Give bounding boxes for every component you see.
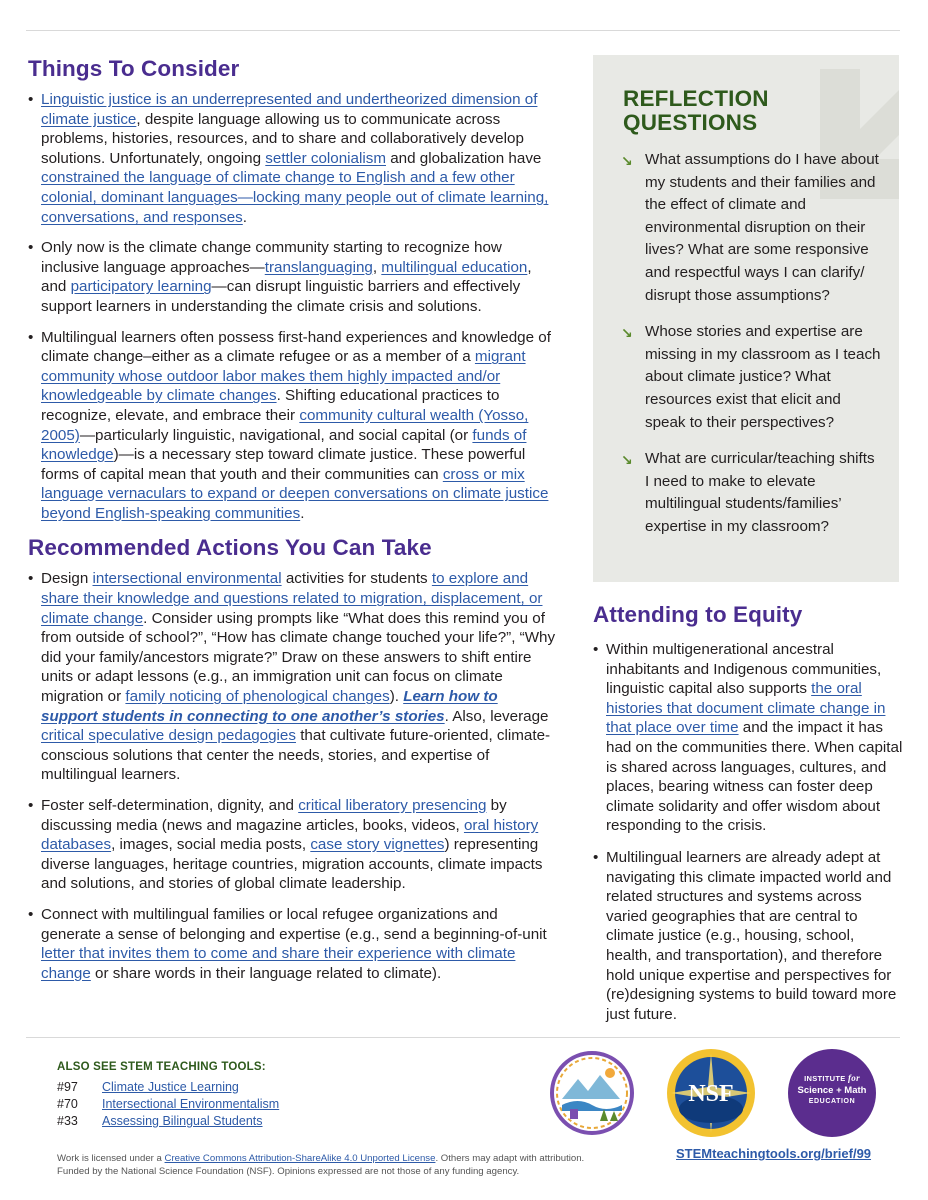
things-list — [28, 90, 558, 523]
link[interactable]: critical liberatory presencing — [298, 797, 487, 814]
list-item: • Design intersectional environmental activities for students to explore and share their knowledge and questions related to migration, displacement, or climate change. Consider using prompts like “What does this remind you of from outside of school?”, “How has climate change touched your life?”, “Why did your family/ancestors migrate?” Draw on these answers to shift entire units or adapt lessons (e.g., an immigration unit can focus on climate migration or family noticing of phenological changes). Learn how to support students in connecting to one another’s stories. Also, leverage critical speculative design pedagogies that cultivate future-oriented, climate-conscious solutions that center the needs, stories, and expertise of multilingual learners. — [28, 569, 558, 785]
link[interactable]: letter that invites them to come and share their experience with climate change — [41, 945, 516, 982]
link[interactable]: Climate Justice Learning — [102, 1080, 239, 1094]
link[interactable]: constrained the language of climate change to English and a few other colonial, dominant languages—locking many people out of climate learning, conversations, and responses — [41, 169, 549, 226]
equity-list — [593, 640, 903, 1024]
nsf-logo-icon — [665, 1047, 757, 1139]
link[interactable]: case story vignettes — [310, 836, 445, 854]
list-item: • Linguistic justice is an underrepresented and undertheorized dimension of climate justice, despite language allowing us to communicate across problems, histories, resources, and to share and collaboratively develop solutions. Unfortunately, ongoing settler colonialism and globalization have constrained the language of climate change to English and a few other colonial, dominant languages—locking many people out of climate learning, conversations, and responses. — [28, 90, 558, 227]
top-divider — [26, 30, 900, 31]
link[interactable]: translanguaging — [264, 258, 373, 276]
also-see-row: #33 Assessing Bilingual Students — [57, 1114, 263, 1128]
reflection-panel — [593, 55, 899, 582]
list-item: ↘ Whose stories and expertise are missing in my classroom as I teach about climate justice? What resources exist that elicit and speak to their perspectives? — [621, 323, 881, 431]
link[interactable]: Intersectional Environmentalism — [102, 1097, 280, 1111]
things-heading: Things To Consider — [28, 56, 240, 81]
license-text: Work is licensed under a Creative Commons Attribution-ShareAlike 4.0 Unported License. Others may adapt with attribution. Funded by the National Science Foundation (NSF). Opinions expressed are not those of any funding agency. — [57, 1153, 585, 1177]
link[interactable]: intersectional environmental — [92, 570, 282, 588]
list-item: • Multilingual learners are already adept at navigating this climate impacted world and related structures and systems across varied geographies that are central to climate justice (e.g., housing, school, health, and transportation), and therefore hold unique expertise and perspectives for (re)designing systems to build toward more just future. — [593, 848, 903, 1024]
link[interactable]: oral history databases — [41, 816, 539, 854]
link[interactable]: multilingual education — [381, 258, 528, 276]
arrow-down-right-icon: ↘ — [621, 325, 633, 342]
climate-justice-logo-icon — [548, 1049, 636, 1137]
nsf-text: NSF — [688, 1081, 734, 1107]
also-see-row: #97 Climate Justice Learning — [57, 1080, 239, 1094]
reflection-list — [621, 149, 881, 539]
link[interactable]: critical speculative design pedagogies — [41, 727, 296, 745]
list-item: • Multilingual learners often possess first-hand experiences and knowledge of climate change–either as a climate refugee or as a member of a migrant community whose outdoor labor makes them highly impacted and/or knowledgeable by climate changes. Shifting educational practices to recognize, elevate, and embrace their community cultural wealth (Yosso, 2005)—particularly linguistic, navigational, and social capital (or funds of knowledge)—is a necessary step toward climate justice. These powerful forms of capital mean that youth and their communities can cross or mix language vernaculars to expand or deepen conversations on climate justice beyond English-speaking communities. — [28, 328, 558, 524]
logos — [548, 1045, 878, 1140]
brief-url-link[interactable]: STEMteachingtools.org/brief/99 — [676, 1146, 872, 1161]
link[interactable]: family noticing of phenological changes — [125, 688, 390, 706]
link[interactable]: Assessing Bilingual Students — [102, 1114, 263, 1128]
also-see — [57, 1061, 477, 1130]
link[interactable]: settler colonialism — [265, 149, 386, 167]
reflection-heading: REFLECTION QUESTIONS — [623, 86, 769, 135]
link[interactable]: Learn how to support students in connecting to one another’s stories — [41, 688, 498, 725]
link[interactable]: participatory learning — [70, 278, 212, 296]
list-item: • Connect with multilingual families or local refugee organizations and generate a sense of belonging and expertise (e.g., send a beginning-of-unit letter that invites them to come and share their experience with climate change or share words in their language related to climate). — [28, 905, 558, 983]
also-see-title: ALSO SEE STEM TEACHING TOOLS: — [57, 1061, 266, 1073]
link[interactable]: cross or mix language vernaculars to expand or deepen conversations on climate justice beyond English-speaking communities — [41, 465, 549, 522]
left-column — [28, 56, 558, 994]
list-item: ↘ What are curricular/teaching shifts I need to make to elevate multilingual students/families’ expertise in my classroom? — [621, 450, 875, 535]
link[interactable]: the oral histories that document climate change in that place over time — [606, 680, 886, 737]
link[interactable]: to explore and share their knowledge and questions related to migration, displacement, or climate change — [41, 570, 543, 627]
equity-heading: Attending to Equity — [593, 602, 803, 627]
actions-list — [28, 569, 558, 983]
link[interactable]: migrant community whose outdoor labor makes them highly impacted and/or knowledgeable by climate changes — [41, 348, 526, 405]
arrow-down-right-icon: ↘ — [621, 153, 633, 169]
actions-heading: Recommended Actions You Can Take — [28, 535, 432, 561]
arrow-down-right-icon: ↘ — [621, 452, 633, 469]
link[interactable]: Linguistic justice is an underrepresented and undertheorized dimension of climate justice — [41, 91, 538, 128]
equity-section — [593, 602, 903, 1036]
link[interactable]: funds of knowledge — [41, 426, 527, 464]
license-link[interactable]: Creative Commons Attribution-ShareAlike 4.0 Unported License — [164, 1153, 436, 1164]
bottom-divider — [26, 1037, 900, 1038]
list-item: • Foster self-determination, dignity, and critical liberatory presencing by discussing media (news and magazine articles, books, videos, oral history databases, images, social media posts, case story vignettes) representing diverse languages, heritage countries, migration accounts, climate impacts and solutions, and stories of global climate leadership. — [28, 796, 558, 894]
link[interactable]: community cultural wealth (Yosso, 2005) — [41, 406, 529, 444]
list-item: • Only now is the climate change community starting to recognize how inclusive language approaches—translanguaging, multilingual education, and participatory learning—can disrupt linguistic barriers and effectively support learners in understanding the climate crisis and solutions. — [28, 238, 558, 316]
ism-logo: INSTITUTE for Science + Math EDUCATION — [788, 1049, 876, 1137]
list-item: ↘ What assumptions do I have about my students and their families and the effect of climate and environmental disruption on their lives? What are some responsive and respectful ways I can clarify/ disrupt those assumptions? — [621, 151, 879, 304]
also-see-row: #70 Intersectional Environmentalism — [57, 1097, 280, 1111]
list-item: • Within multigenerational ancestral inhabitants and Indigenous communities, linguistic capital also supports the oral histories that document climate change in that place over time and the impact it has had on the communities there. When capital is shared across languages, cultures, and places, bearing witness can foster deep climate solidarity and offer wisdom about responding to the crisis. — [593, 640, 903, 836]
